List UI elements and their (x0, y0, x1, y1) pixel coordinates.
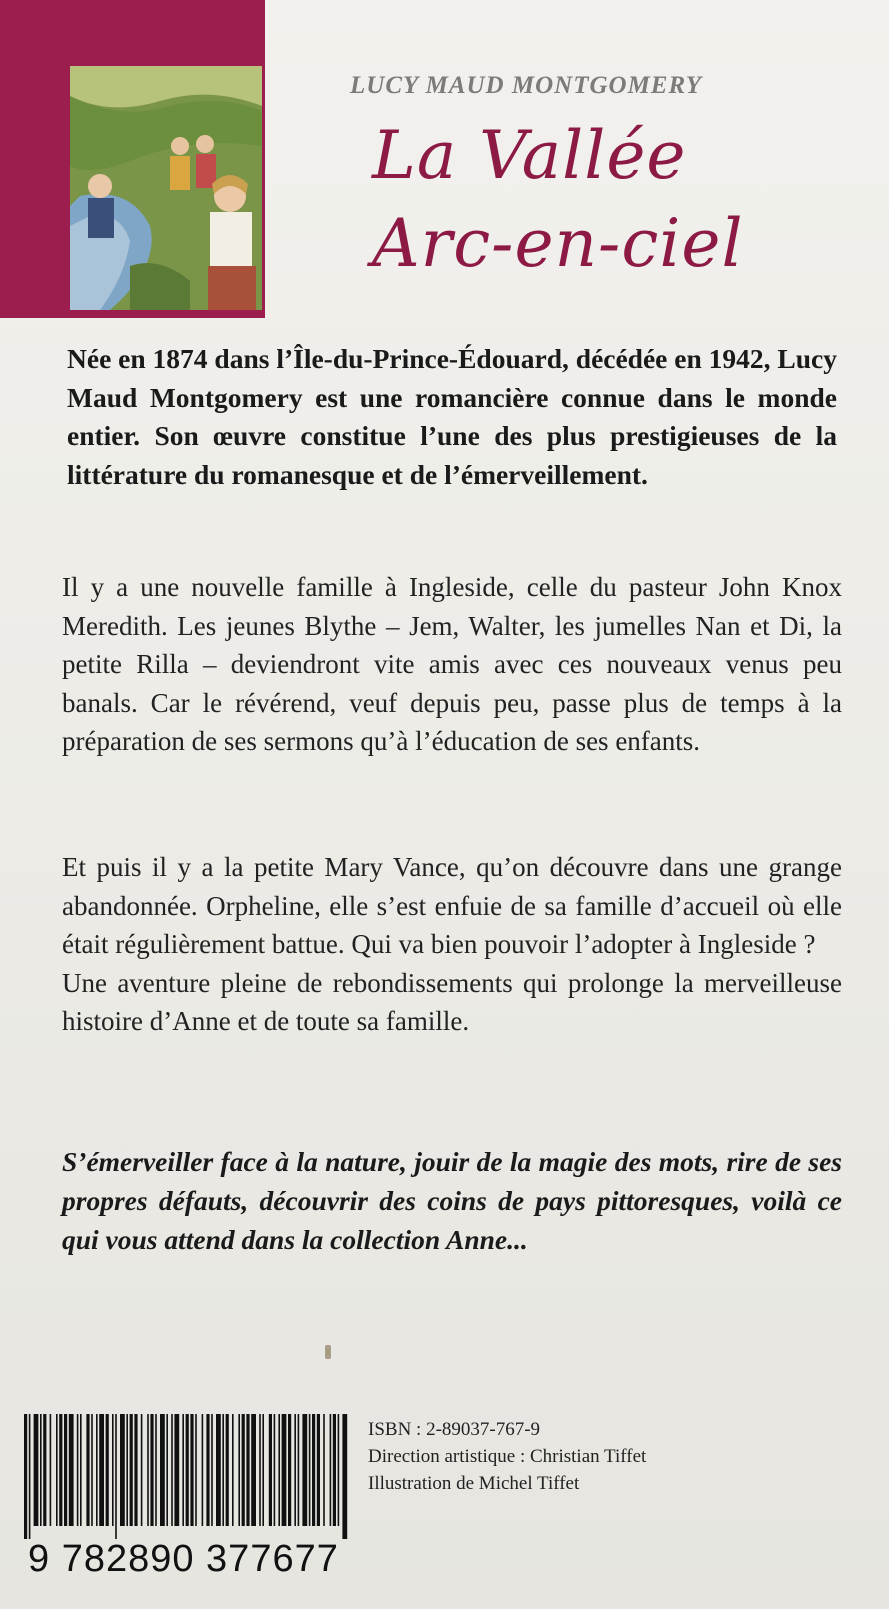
barcode-digits: 9 782890 377677 (28, 1538, 339, 1580)
barcode-bar (309, 1414, 311, 1526)
barcode-bar (186, 1414, 189, 1526)
barcode-bar (342, 1414, 347, 1539)
illustration-credit: Illustration de Michel Tiffet (368, 1473, 580, 1494)
barcode-bar (147, 1414, 149, 1526)
barcode-bar (171, 1414, 173, 1526)
barcode-bar (56, 1414, 58, 1526)
barcode-bar (317, 1414, 320, 1526)
barcode-bar (190, 1414, 193, 1526)
barcode-bar (259, 1414, 261, 1526)
barcode-bar (166, 1414, 168, 1526)
barcode-bar (232, 1414, 234, 1526)
barcode-bar (24, 1414, 27, 1539)
barcode-bar (226, 1414, 229, 1526)
barcode-bar (29, 1414, 31, 1539)
barcode-bar (182, 1414, 184, 1526)
barcode-bar (251, 1414, 256, 1526)
barcode-bar (323, 1414, 325, 1526)
barcode-bar (269, 1414, 272, 1526)
barcode-bar (150, 1414, 153, 1526)
barcode-bar (69, 1414, 74, 1526)
barcode-bar (115, 1414, 117, 1539)
barcode-bar (120, 1414, 125, 1526)
barcode-bar (155, 1414, 157, 1526)
barcode-bar (160, 1414, 165, 1526)
barcode-bar (298, 1414, 300, 1526)
barcode-bar (222, 1414, 224, 1526)
summary-paragraph-2a: Et puis il y a la petite Mary Vance, qu’on découvre dans une grange abandonnée. Orpheline, elle s’est enfuie de sa famille d’accueil où elle était régulièrement battue. Qui va bien pouvoir l’adopter à Ingleside ? (62, 852, 842, 959)
barcode-bar (43, 1414, 46, 1526)
art-direction-credit: Direction artistique : Christian Tiffet (368, 1446, 647, 1467)
barcode-bar (274, 1414, 276, 1526)
barcode-bar (195, 1414, 197, 1526)
barcode-bar (174, 1414, 179, 1526)
barcode-bar (211, 1414, 213, 1526)
title-line-1: La Vallée (372, 117, 687, 194)
publication-info (368, 1416, 768, 1497)
barcode-bar (302, 1414, 307, 1526)
barcode-bar (262, 1414, 264, 1526)
barcode-bar (40, 1414, 42, 1526)
barcode-bar (294, 1414, 296, 1526)
book-title (372, 112, 852, 288)
barcode-bar (64, 1414, 67, 1526)
barcode-bar (282, 1414, 287, 1526)
barcode-bar (86, 1414, 89, 1526)
barcode-bar (130, 1414, 133, 1526)
barcode-bar (34, 1414, 39, 1526)
collection-tagline: S’émerveiller face à la nature, jouir de la magie des mots, rire de ses propres défauts, découvrir des coins de pays pittoresques, voilà ce qui vous attend dans la collection Anne... (62, 1146, 842, 1255)
barcode-bar (50, 1414, 52, 1526)
barcode-bar (126, 1414, 128, 1526)
summary-paragraph-2 (62, 848, 842, 1041)
author-name: LUCY MAUD MONTGOMERY (350, 72, 702, 99)
barcode-bar (288, 1414, 291, 1526)
barcode-bar (206, 1414, 209, 1526)
barcode-bar (77, 1414, 79, 1526)
title-line-2: Arc-en-ciel (372, 205, 744, 282)
cover-illustration (70, 66, 262, 310)
barcode-bar (96, 1414, 98, 1526)
barcode-bar (91, 1414, 93, 1526)
barcode-bar (278, 1414, 280, 1526)
printing-mark (325, 1345, 331, 1359)
barcode-bar (106, 1414, 109, 1526)
barcode-bar (238, 1414, 240, 1526)
barcode-bar (246, 1414, 249, 1526)
barcode-bar (99, 1414, 104, 1526)
barcode-bar (312, 1414, 315, 1526)
barcode-bar (112, 1414, 114, 1526)
barcode-bar (141, 1414, 143, 1526)
isbn: ISBN : 2-89037-767-9 (368, 1419, 541, 1440)
barcode-bar (134, 1414, 137, 1526)
barcode-bar (59, 1414, 62, 1526)
summary-paragraph-1: Il y a une nouvelle famille à Ingleside, celle du pasteur John Knox Meredith. Les jeunes Blythe – Jem, Walter, les jumelles Nan et Di, la petite Rilla – deviendront vite amis avec ces nouveaux venus peu banals. Car le révérend, veuf depuis peu, passe plus de temps à la préparation de ses sermons qu’à l’éducation de ses enfants. (62, 572, 842, 756)
summary-paragraph-2b: Une aventure pleine de rebondissements qui prolonge la merveilleuse histoire d’Anne et de toute sa famille. (62, 967, 842, 1036)
barcode-bar (202, 1414, 204, 1526)
author-bio: Née en 1874 dans l’Île-du-Prince-Édouard, décédée en 1942, Lucy Maud Montgomery est une romancière connue dans le monde entier. Son œuvre constitue l’une des plus prestigieuses de la littérature du romanesque et de l’émerveillement. (67, 343, 837, 490)
barcode-bar (216, 1414, 221, 1526)
barcode-bar (338, 1414, 340, 1526)
barcode-bar (333, 1414, 336, 1526)
barcode-bar (242, 1414, 245, 1526)
barcode-bar (80, 1414, 82, 1526)
barcode-bar (330, 1414, 332, 1526)
